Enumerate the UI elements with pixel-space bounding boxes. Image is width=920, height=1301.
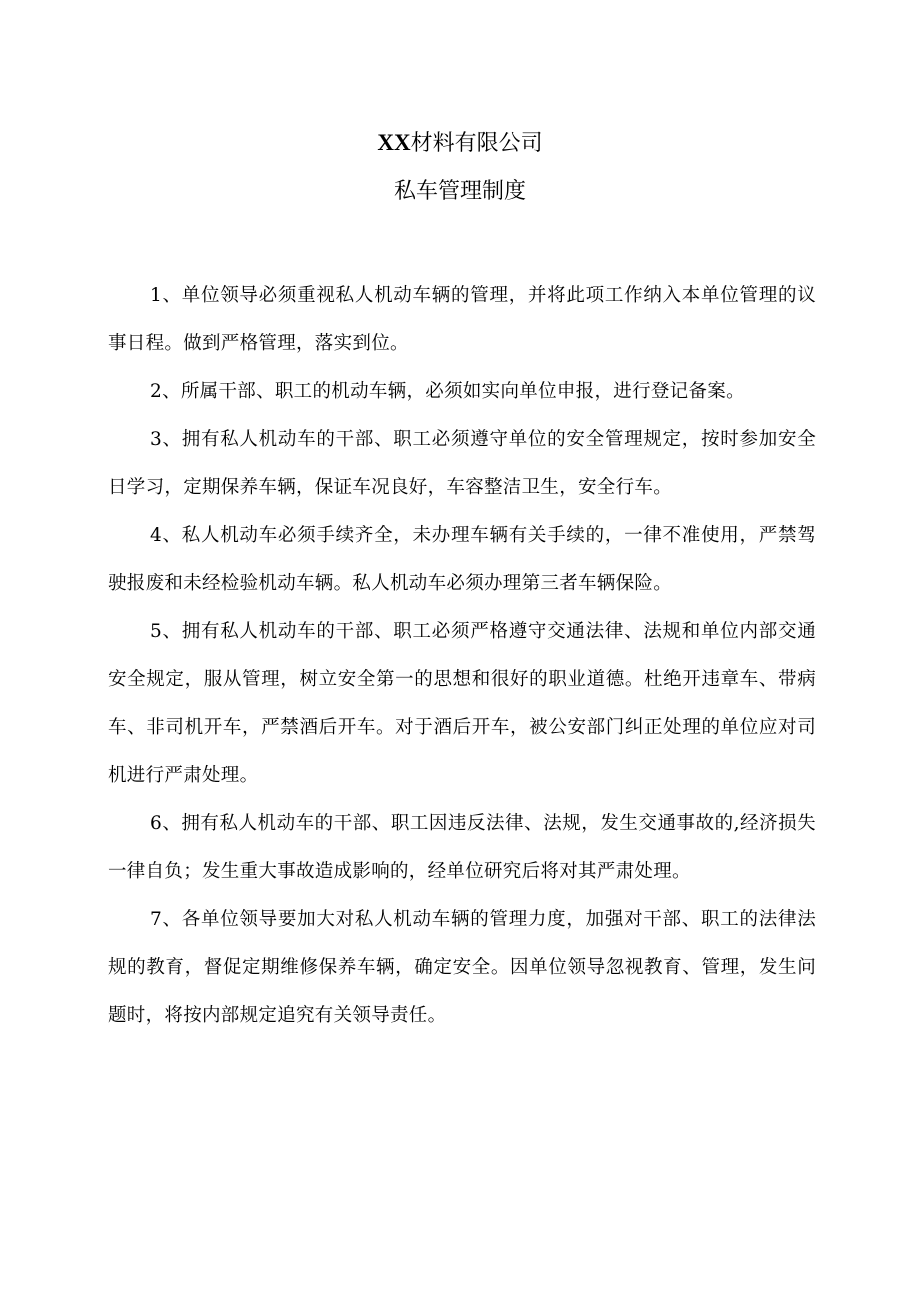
paragraph-6: 6、拥有私人机动车的干部、职工因违反法律、法规，发生交通事故的,经济损失一律自负；发生重大事故造成影响的，经单位研究后将对其严肃处理。	[108, 813, 816, 882]
paragraph-5: 5、拥有私人机动车的干部、职工必须严格遵守交通法律、法规和单位内部交通安全规定，服从管理，树立安全第一的思想和很好的职业道德。杜绝开违章车、带病车、非司机开车，严禁酒后开车。对于酒后开车，被公安部门纠正处理的单位应对司机进行严肃处理。	[108, 621, 816, 786]
company-prefix: XX	[377, 130, 411, 155]
document-body	[108, 272, 816, 1040]
paragraph-3: 3、拥有私人机动车的干部、职工必须遵守单位的安全管理规定，按时参加安全日学习，定期保养车辆，保证车况良好，车容整洁卫生，安全行车。	[108, 429, 816, 498]
paragraph-1: 1、单位领导必须重视私人机动车辆的管理，并将此项工作纳入本单位管理的议事日程。做到严格管理，落实到位。	[108, 285, 816, 354]
company-name	[0, 126, 920, 161]
company-name-text: 材料有限公司	[410, 131, 543, 156]
paragraph-2: 2、所属干部、职工的机动车辆，必须如实向单位申报，进行登记备案。	[150, 381, 745, 402]
document-title: 私车管理制度	[393, 179, 526, 204]
paragraph-7: 7、各单位领导要加大对私人机动车辆的管理力度，加强对干部、职工的法律法规的教育，督促定期维修保养车辆，确定安全。因单位领导忽视教育、管理，发生问题时，将按内部规定追究有关领导责任。	[108, 909, 816, 1026]
paragraph-4: 4、私人机动车必须手续齐全，未办理车辆有关手续的，一律不准使用，严禁驾驶报废和未经检验机动车辆。私人机动车必须办理第三者车辆保险。	[108, 525, 816, 594]
